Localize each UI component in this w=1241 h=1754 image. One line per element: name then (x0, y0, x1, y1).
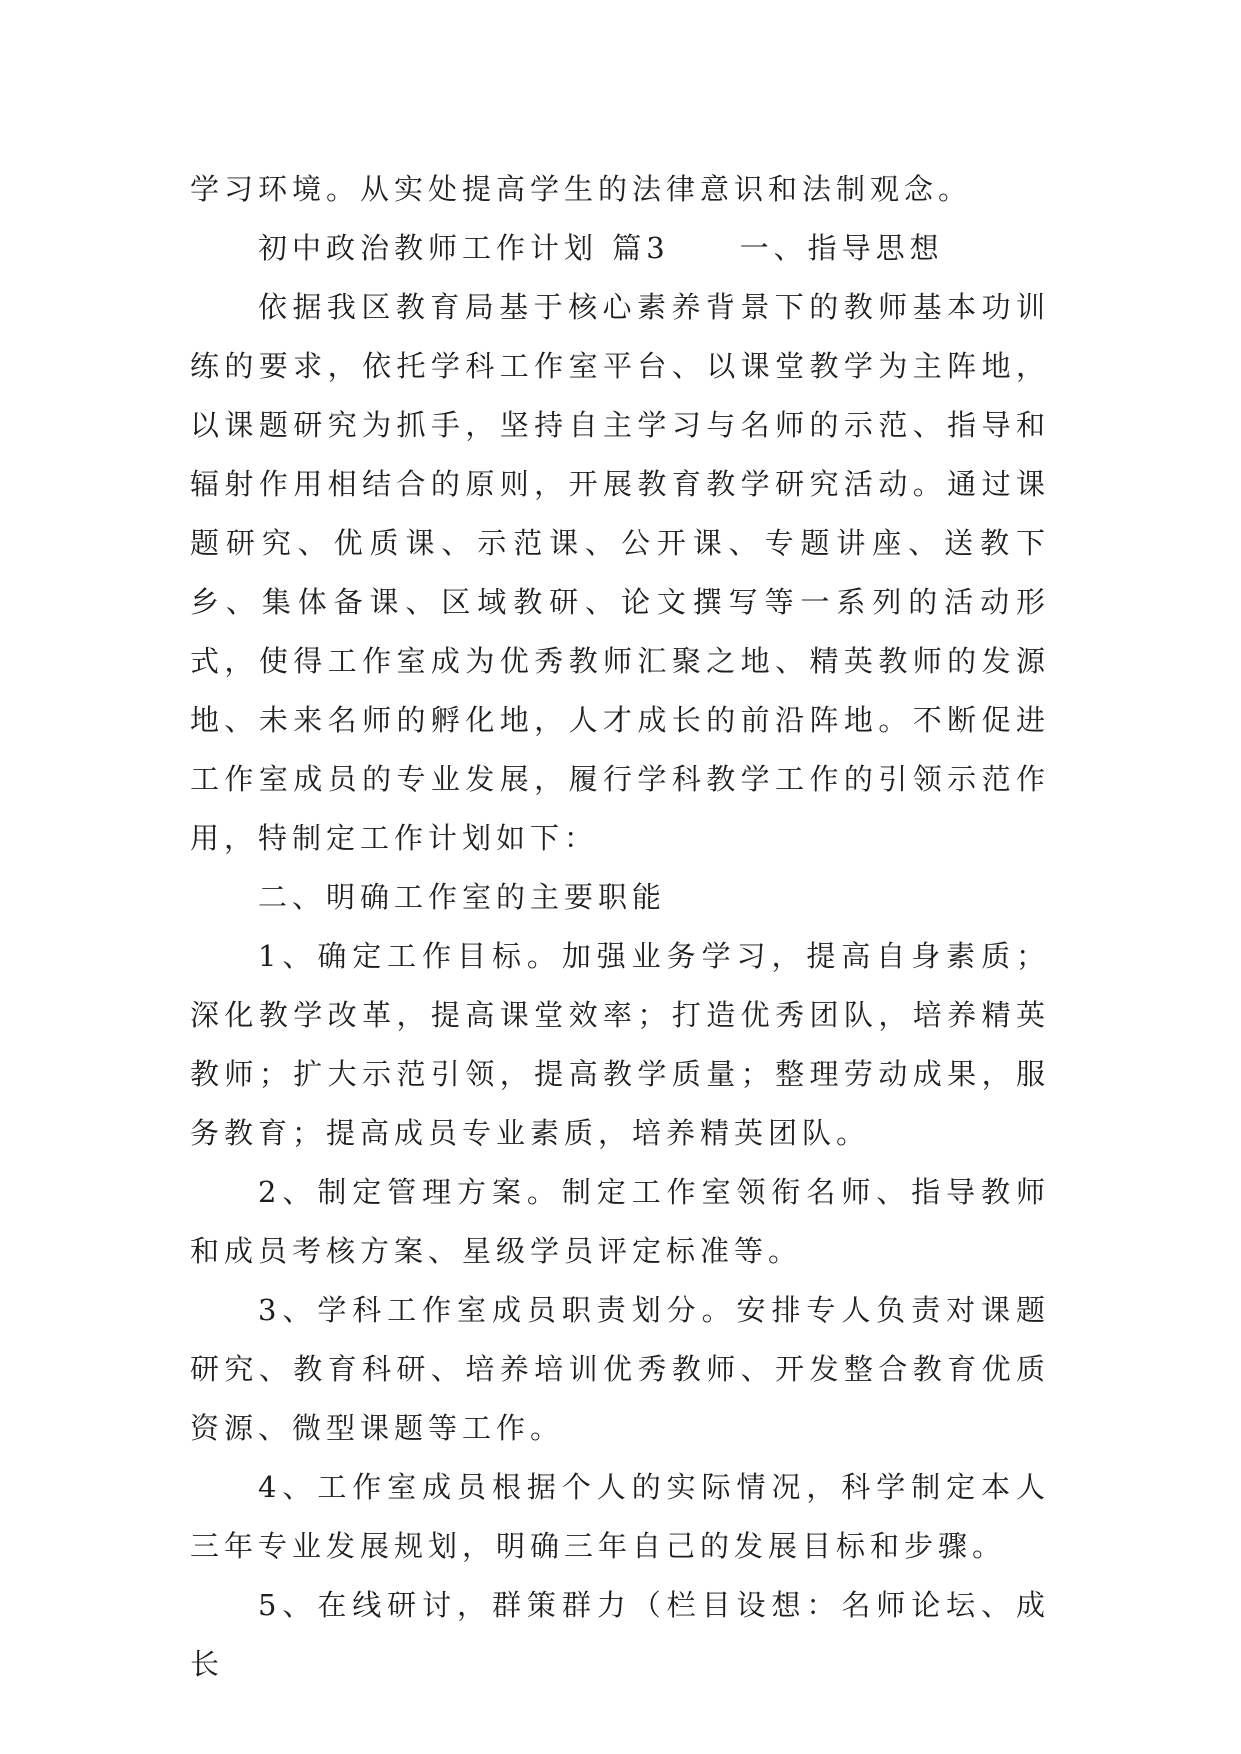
paragraph-guiding-ideology: 依据我区教育局基于核心素养背景下的教师基本功训练的要求，依托学科工作室平台、以课堂教学为主阵地，以课题研究为抓手，坚持自主学习与名师的示范、指导和辐射作用相结合的原则，开展教育教学研究活动。通过课题研究、优质课、示范课、公开课、专题讲座、送教下乡、集体备课、区域教研、论文撰写等一系列的活动形式，使得工作室成为优秀教师汇聚之地、精英教师的发源地、未来名师的孵化地，人才成长的前沿阵地。不断促进工作室成员的专业发展，履行学科教学工作的引领示范作用，特制定工作计划如下： (190, 290, 1050, 855)
section-heading-guiding-ideology: 一、指导思想 (739, 231, 944, 265)
list-item-4: 4、工作室成员根据个人的实际情况，科学制定本人三年专业发展规划，明确三年自己的发展目标和步骤。 (190, 1470, 1050, 1563)
list-item-2: 2、制定管理方案。制定工作室领衔名师、指导教师和成员考核方案、星级学员评定标准等。 (190, 1175, 1050, 1268)
list-item-1: 1、确定工作目标。加强业务学习，提高自身素质；深化教学改革，提高课堂效率；打造优秀团队，培养精英教师；扩大示范引领，提高教学质量；整理劳动成果，服务教育；提高成员专业素质，培养精英团队。 (190, 939, 1050, 1150)
list-item-3: 3、学科工作室成员职责划分。安排专人负责对课题研究、教育科研、培养培训优秀教师、开发整合教育优质资源、微型课题等工作。 (190, 1293, 1050, 1445)
section-heading-main-functions: 二、明确工作室的主要职能 (258, 880, 667, 914)
paragraph-continuation: 学习环境。从实处提高学生的法律意识和法制观念。 (190, 172, 973, 206)
document-body (190, 160, 1050, 1694)
section-title-line (190, 219, 1050, 278)
list-item-5: 5、在线研讨，群策群力（栏目设想：名师论坛、成长 (190, 1588, 1050, 1681)
plan-title: 初中政治教师工作计划 篇3 (258, 231, 670, 265)
